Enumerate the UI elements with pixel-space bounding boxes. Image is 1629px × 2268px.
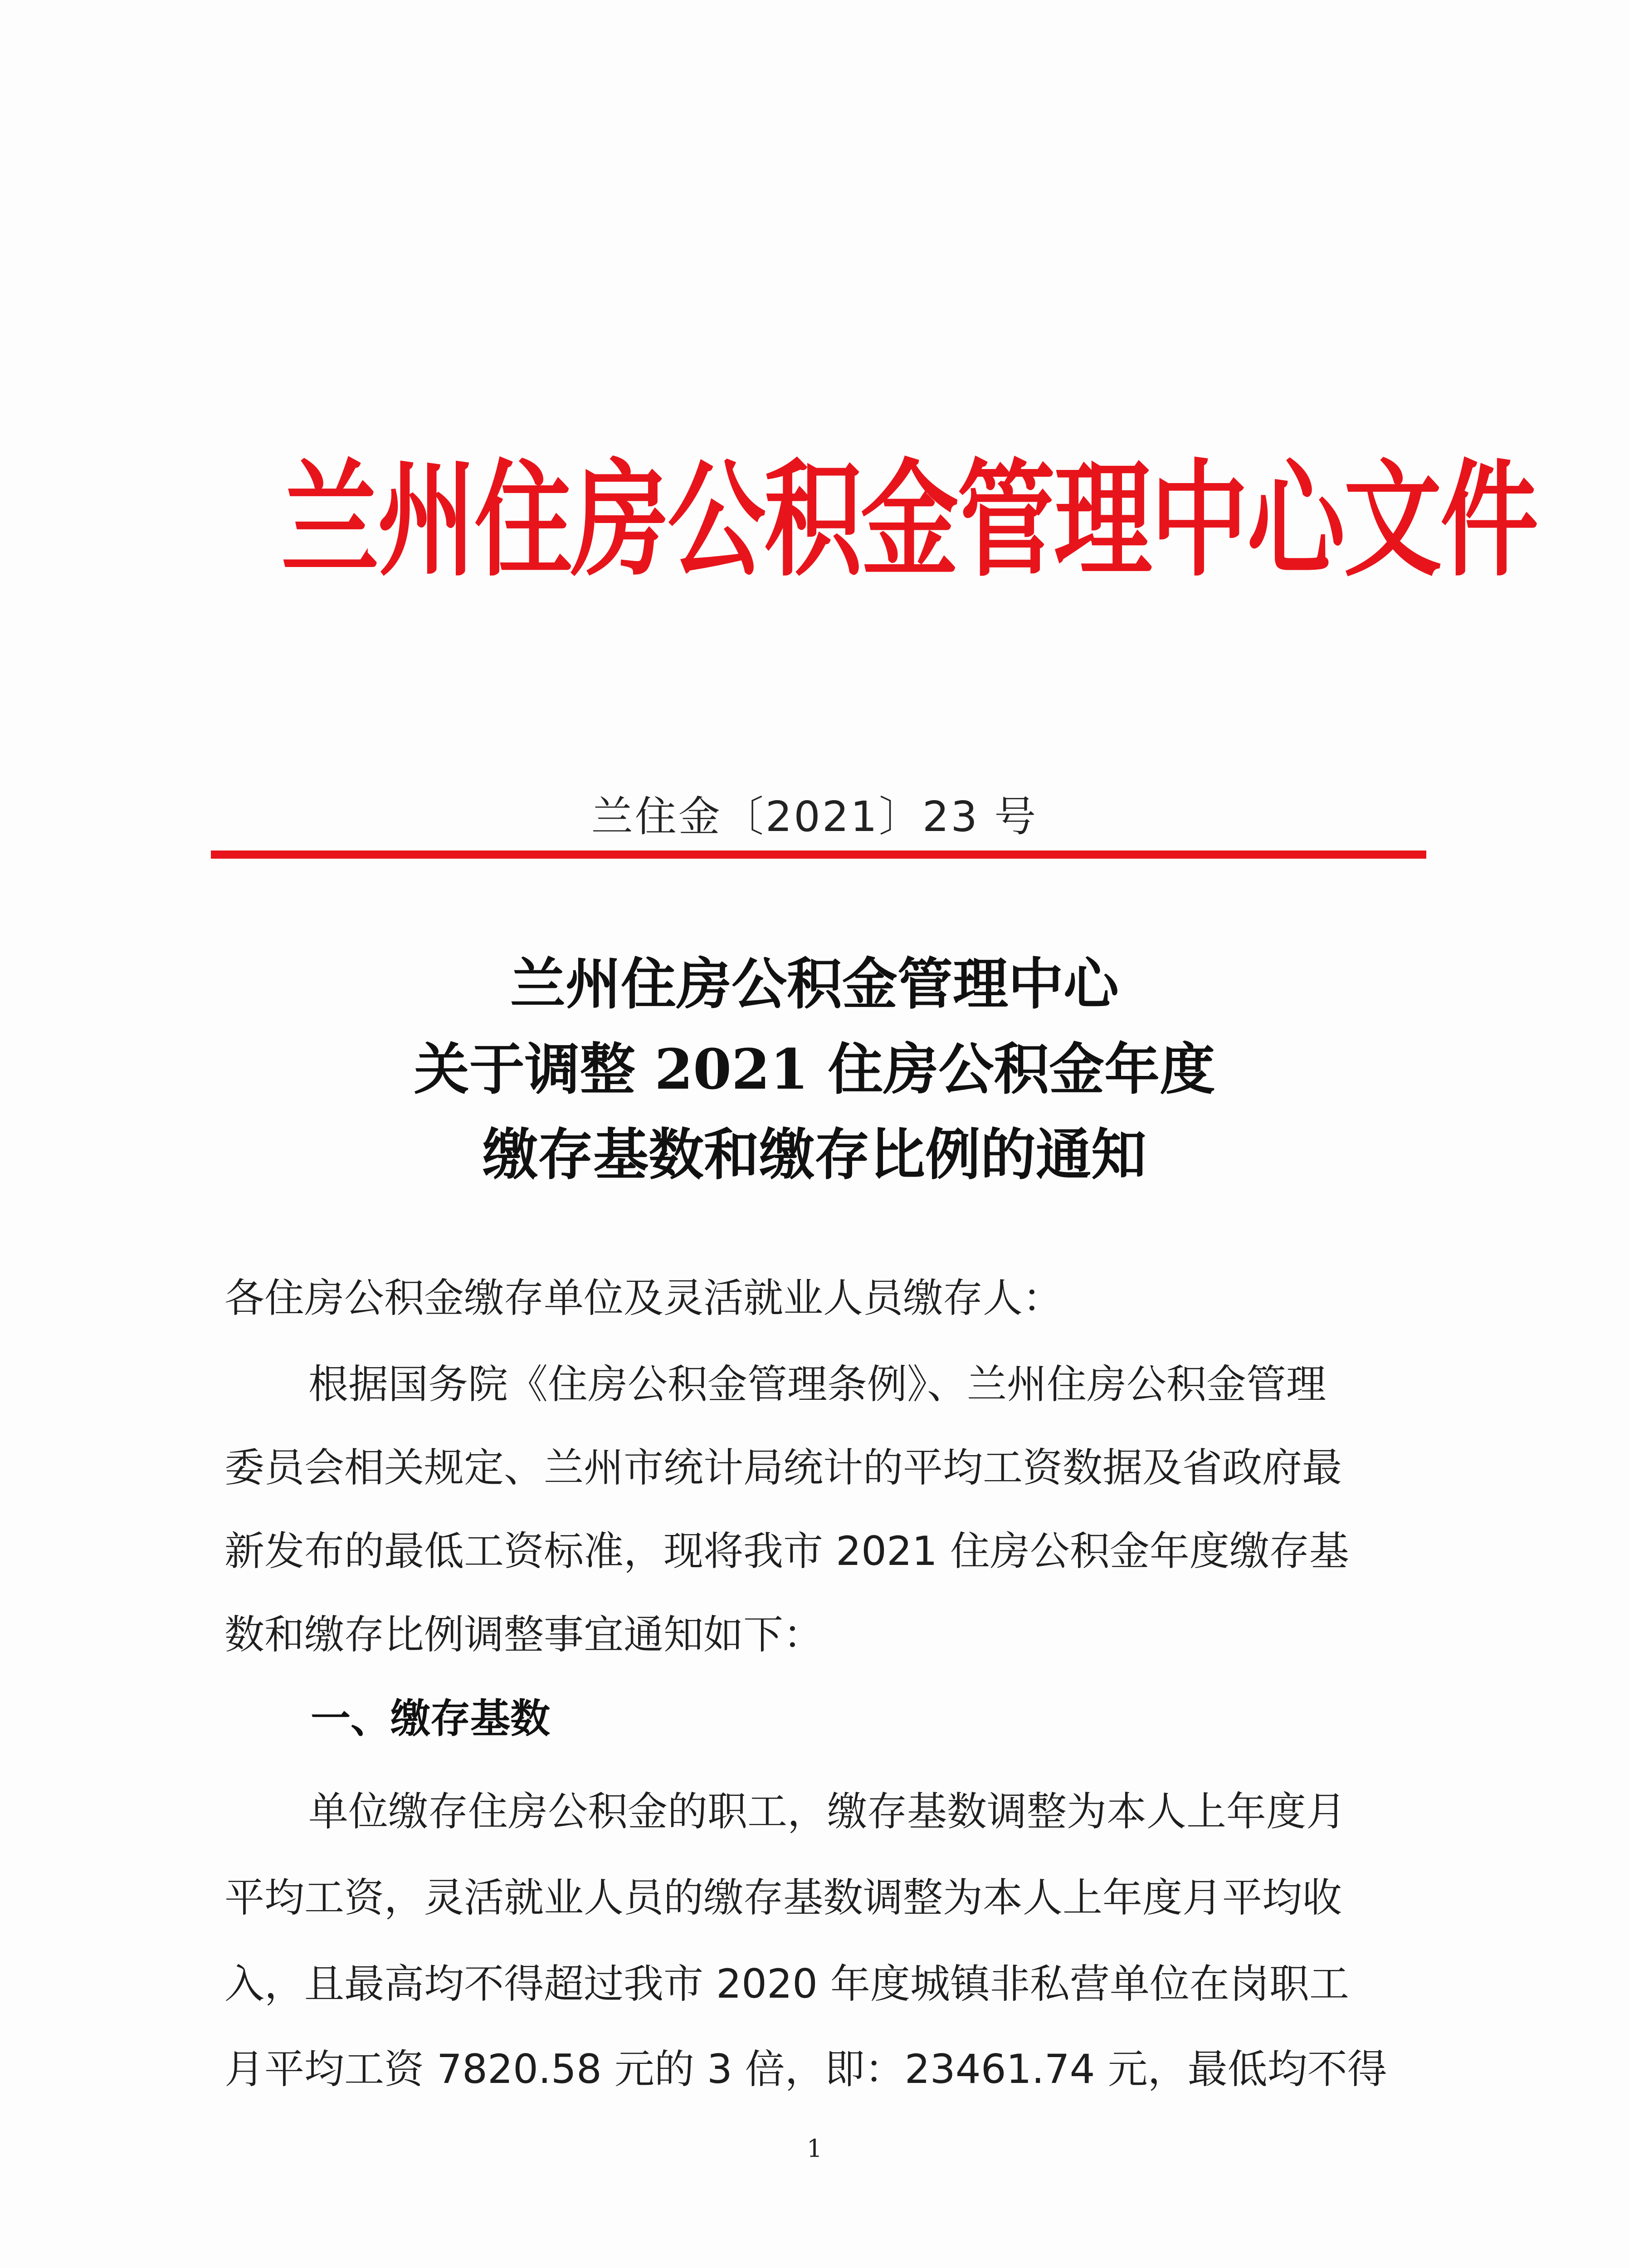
paragraph-1-line-2: 委员会相关规定、兰州市统计局统计的平均工资数据及省政府最	[224, 1444, 1342, 1491]
notice-title	[0, 941, 1629, 1197]
title-line-1: 兰州住房公积金管理中心	[510, 951, 1119, 1017]
page-number: 1	[806, 2134, 823, 2163]
masthead-title: 兰州住房公积金管理中心文件	[281, 447, 1537, 594]
title-line-3: 缴存基数和缴存比例的通知	[483, 1122, 1146, 1187]
salutation: 各住房公积金缴存单位及灵活就业人员缴存人：	[224, 1275, 1063, 1321]
paragraph-2-line-4: 月平均工资 7820.58 元的 3 倍，即：23461.74 元，最低均不得	[224, 2046, 1387, 2092]
title-line-2: 关于调整 2021 住房公积金年度	[414, 1036, 1215, 1102]
paragraph-2-line-1: 单位缴存住房公积金的职工，缴存基数调整为本人上年度月	[308, 1788, 1346, 1835]
paragraph-1-line-3: 新发布的最低工资标准，现将我市 2021 住房公积金年度缴存基	[224, 1528, 1349, 1574]
section-1-heading: 一、缴存基数	[311, 1695, 551, 1742]
paragraph-1-line-4: 数和缴存比例调整事宜通知如下：	[224, 1611, 824, 1658]
paragraph-2-line-3: 入，且最高均不得超过我市 2020 年度城镇非私营单位在岗职工	[224, 1960, 1349, 2007]
document-number: 兰住金〔2021〕23 号	[591, 792, 1038, 841]
paragraph-2-line-2: 平均工资，灵活就业人员的缴存基数调整为本人上年度月平均收	[224, 1874, 1342, 1921]
paragraph-1-line-1: 根据国务院《住房公积金管理条例》、兰州住房公积金管理	[308, 1361, 1327, 1408]
red-divider-line	[211, 850, 1426, 859]
